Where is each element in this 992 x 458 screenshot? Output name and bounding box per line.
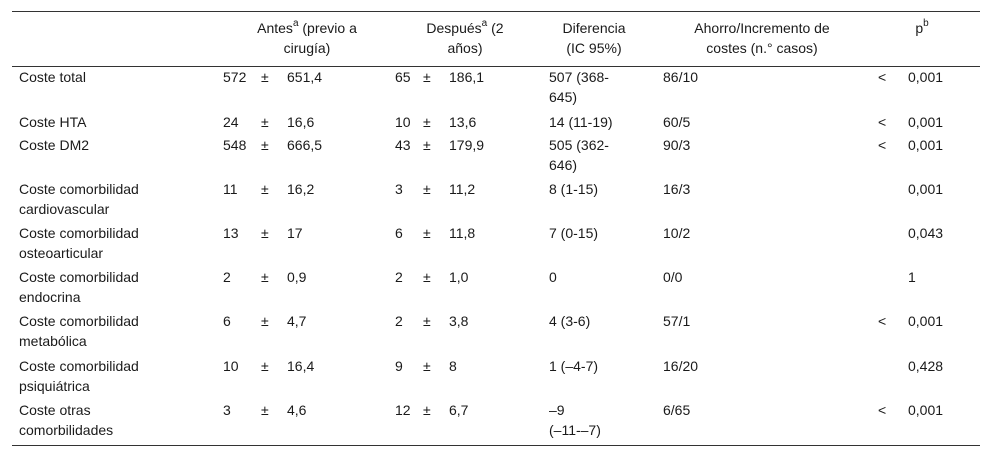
row-label-line2: metabólica [19, 333, 87, 349]
table-bottom-rule [12, 445, 980, 446]
despues-mean: 3 [395, 181, 403, 197]
p-value: 0,001 [908, 69, 944, 85]
plus-minus: ± [423, 69, 431, 85]
despues-cell [395, 223, 535, 243]
diferencia-line1: 4 (3-6) [549, 313, 591, 329]
despues-cell [395, 400, 535, 420]
antes-mean: 11 [223, 181, 238, 197]
ahorro-cell: 0/0 [663, 269, 683, 285]
row-label-line1: Coste otras [19, 402, 91, 418]
antes-mean: 572 [223, 69, 247, 85]
row-label [19, 267, 219, 307]
antes-sd: 16,6 [287, 114, 315, 130]
plus-minus: ± [423, 402, 431, 418]
diferencia-cell [549, 311, 639, 331]
despues-mean: 2 [395, 313, 403, 329]
p-cell [878, 311, 978, 331]
p-value: 0,001 [908, 402, 944, 418]
row-label-line1: Coste DM2 [19, 137, 90, 153]
row-label-line2: endocrina [19, 289, 81, 305]
despues-mean: 43 [395, 137, 411, 153]
row-label-line2: psiquiátrica [19, 378, 90, 394]
ahorro-cell: 16/20 [663, 358, 699, 374]
p-cell [878, 356, 978, 376]
despues-mean: 65 [395, 69, 411, 85]
header-diferencia-line2: (IC 95%) [566, 40, 622, 56]
despues-sd: 11,2 [449, 181, 476, 197]
despues-sd: 1,0 [449, 269, 469, 285]
header-antes-sup: a [292, 18, 299, 30]
despues-sd: 8 [449, 358, 457, 374]
p-cell [878, 267, 978, 287]
ahorro-cell: 60/5 [663, 114, 691, 130]
p-value: 1 [908, 269, 916, 285]
despues-cell [395, 311, 535, 331]
header-diferencia [549, 18, 639, 58]
plus-minus: ± [423, 114, 431, 130]
row-label [19, 67, 219, 87]
header-diferencia-line1: Diferencia [562, 20, 626, 36]
header-ahorro [672, 18, 852, 58]
plus-minus: ± [423, 137, 431, 153]
diferencia-cell [549, 179, 639, 199]
row-label [19, 135, 219, 155]
despues-sd: 179,9 [449, 137, 485, 153]
diferencia-line2: 646) [549, 157, 578, 173]
p-sign: < [878, 313, 887, 329]
row-label-line1: Coste total [19, 69, 86, 85]
plus-minus: ± [261, 137, 269, 153]
diferencia-line1: 1 (–4-7) [549, 358, 599, 374]
diferencia-line2: (–11-–7) [549, 422, 601, 438]
row-label-line2: osteoarticular [19, 245, 104, 261]
plus-minus: ± [423, 181, 431, 197]
despues-mean: 12 [395, 402, 411, 418]
plus-minus: ± [261, 313, 269, 329]
row-label [19, 356, 219, 396]
antes-sd: 4,6 [287, 402, 307, 418]
header-antes-rest: (previo a [298, 20, 357, 36]
diferencia-cell [549, 400, 639, 440]
despues-cell [395, 179, 535, 199]
p-cell [878, 179, 978, 199]
row-label [19, 112, 219, 132]
plus-minus: ± [423, 269, 431, 285]
despues-sd: 11,8 [449, 225, 476, 241]
diferencia-line1: 507 (368- [549, 69, 609, 85]
despues-cell [395, 112, 535, 132]
despues-cell [395, 67, 535, 87]
diferencia-cell [549, 135, 639, 175]
header-antes-line2: cirugía) [283, 40, 331, 56]
row-label [19, 179, 219, 219]
antes-sd: 651,4 [287, 69, 323, 85]
diferencia-line2: 645) [549, 89, 578, 105]
diferencia-line1: 8 (1-15) [549, 181, 599, 197]
header-antes [237, 18, 377, 58]
despues-sd: 186,1 [449, 69, 485, 85]
diferencia-line1: –9 [549, 402, 565, 418]
antes-mean: 10 [223, 358, 239, 374]
row-label-line2: comorbilidades [19, 422, 114, 438]
header-p-text: p [915, 20, 924, 36]
p-value: 0,001 [908, 181, 944, 197]
header-despues [405, 18, 525, 58]
antes-cell [223, 112, 373, 132]
header-ahorro-line2: costes (n.° casos) [706, 40, 818, 56]
antes-sd: 16,4 [287, 358, 315, 374]
header-antes-text: Antes [257, 20, 293, 36]
diferencia-cell [549, 67, 639, 107]
antes-mean: 2 [223, 269, 231, 285]
header-p [902, 18, 942, 38]
antes-sd: 16,2 [287, 181, 315, 197]
diferencia-line1: 505 (362- [549, 137, 609, 153]
antes-mean: 13 [223, 225, 239, 241]
row-label-line1: Coste HTA [19, 114, 87, 130]
row-label-line1: Coste comorbilidad [19, 313, 139, 329]
p-value: 0,043 [908, 225, 944, 241]
antes-cell [223, 67, 373, 87]
header-despues-sup: a [481, 18, 488, 30]
p-value: 0,428 [908, 358, 944, 374]
ahorro-cell: 86/10 [663, 69, 699, 85]
row-label-line1: Coste comorbilidad [19, 358, 139, 374]
ahorro-cell: 16/3 [663, 181, 691, 197]
row-label [19, 223, 219, 263]
antes-cell [223, 267, 373, 287]
despues-mean: 10 [395, 114, 411, 130]
diferencia-cell [549, 112, 639, 132]
antes-sd: 4,7 [287, 313, 307, 329]
despues-cell [395, 135, 535, 155]
plus-minus: ± [261, 358, 269, 374]
diferencia-line1: 0 [549, 269, 557, 285]
plus-minus: ± [423, 225, 431, 241]
row-label-line1: Coste comorbilidad [19, 269, 139, 285]
p-cell [878, 400, 978, 420]
diferencia-cell [549, 356, 639, 376]
despues-mean: 9 [395, 358, 403, 374]
p-value: 0,001 [908, 137, 944, 153]
diferencia-line1: 14 (11-19) [549, 114, 613, 130]
p-value: 0,001 [908, 313, 944, 329]
p-sign: < [878, 69, 887, 85]
despues-sd: 13,6 [449, 114, 477, 130]
antes-mean: 6 [223, 313, 231, 329]
plus-minus: ± [261, 69, 269, 85]
diferencia-line1: 7 (0-15) [549, 225, 599, 241]
plus-minus: ± [261, 181, 269, 197]
antes-cell [223, 223, 373, 243]
row-label-line1: Coste comorbilidad [19, 225, 139, 241]
p-cell [878, 112, 978, 132]
diferencia-cell [549, 267, 639, 287]
antes-mean: 3 [223, 402, 231, 418]
antes-mean: 548 [223, 137, 247, 153]
p-value: 0,001 [908, 114, 944, 130]
plus-minus: ± [261, 225, 269, 241]
antes-cell [223, 135, 373, 155]
p-sign: < [878, 402, 887, 418]
p-sign: < [878, 137, 887, 153]
row-label-line1: Coste comorbilidad [19, 181, 139, 197]
despues-mean: 2 [395, 269, 403, 285]
antes-sd: 17 [287, 225, 303, 241]
row-label [19, 400, 219, 440]
ahorro-cell: 90/3 [663, 137, 691, 153]
antes-sd: 0,9 [287, 269, 307, 285]
antes-cell [223, 356, 373, 376]
despues-sd: 3,8 [449, 313, 469, 329]
antes-sd: 666,5 [287, 137, 323, 153]
diferencia-cell [549, 223, 639, 243]
header-despues-text: Después [426, 20, 482, 36]
plus-minus: ± [423, 358, 431, 374]
p-cell [878, 223, 978, 243]
header-despues-rest: (2 [487, 20, 504, 36]
header-p-sup: b [923, 18, 929, 30]
row-label-line2: cardiovascular [19, 201, 110, 217]
p-sign: < [878, 114, 887, 130]
table-top-rule [12, 11, 980, 12]
despues-sd: 6,7 [449, 402, 469, 418]
despues-mean: 6 [395, 225, 403, 241]
antes-cell [223, 179, 373, 199]
despues-cell [395, 356, 535, 376]
row-label [19, 311, 219, 351]
antes-mean: 24 [223, 114, 239, 130]
plus-minus: ± [423, 313, 431, 329]
plus-minus: ± [261, 402, 269, 418]
ahorro-cell: 57/1 [663, 313, 691, 329]
p-cell [878, 135, 978, 155]
header-ahorro-line1: Ahorro/Incremento de [694, 20, 830, 36]
antes-cell [223, 311, 373, 331]
plus-minus: ± [261, 114, 269, 130]
plus-minus: ± [261, 269, 269, 285]
antes-cell [223, 400, 373, 420]
header-despues-line2: años) [447, 40, 483, 56]
p-cell [878, 67, 978, 87]
despues-cell [395, 267, 535, 287]
ahorro-cell: 10/2 [663, 225, 691, 241]
ahorro-cell: 6/65 [663, 402, 691, 418]
